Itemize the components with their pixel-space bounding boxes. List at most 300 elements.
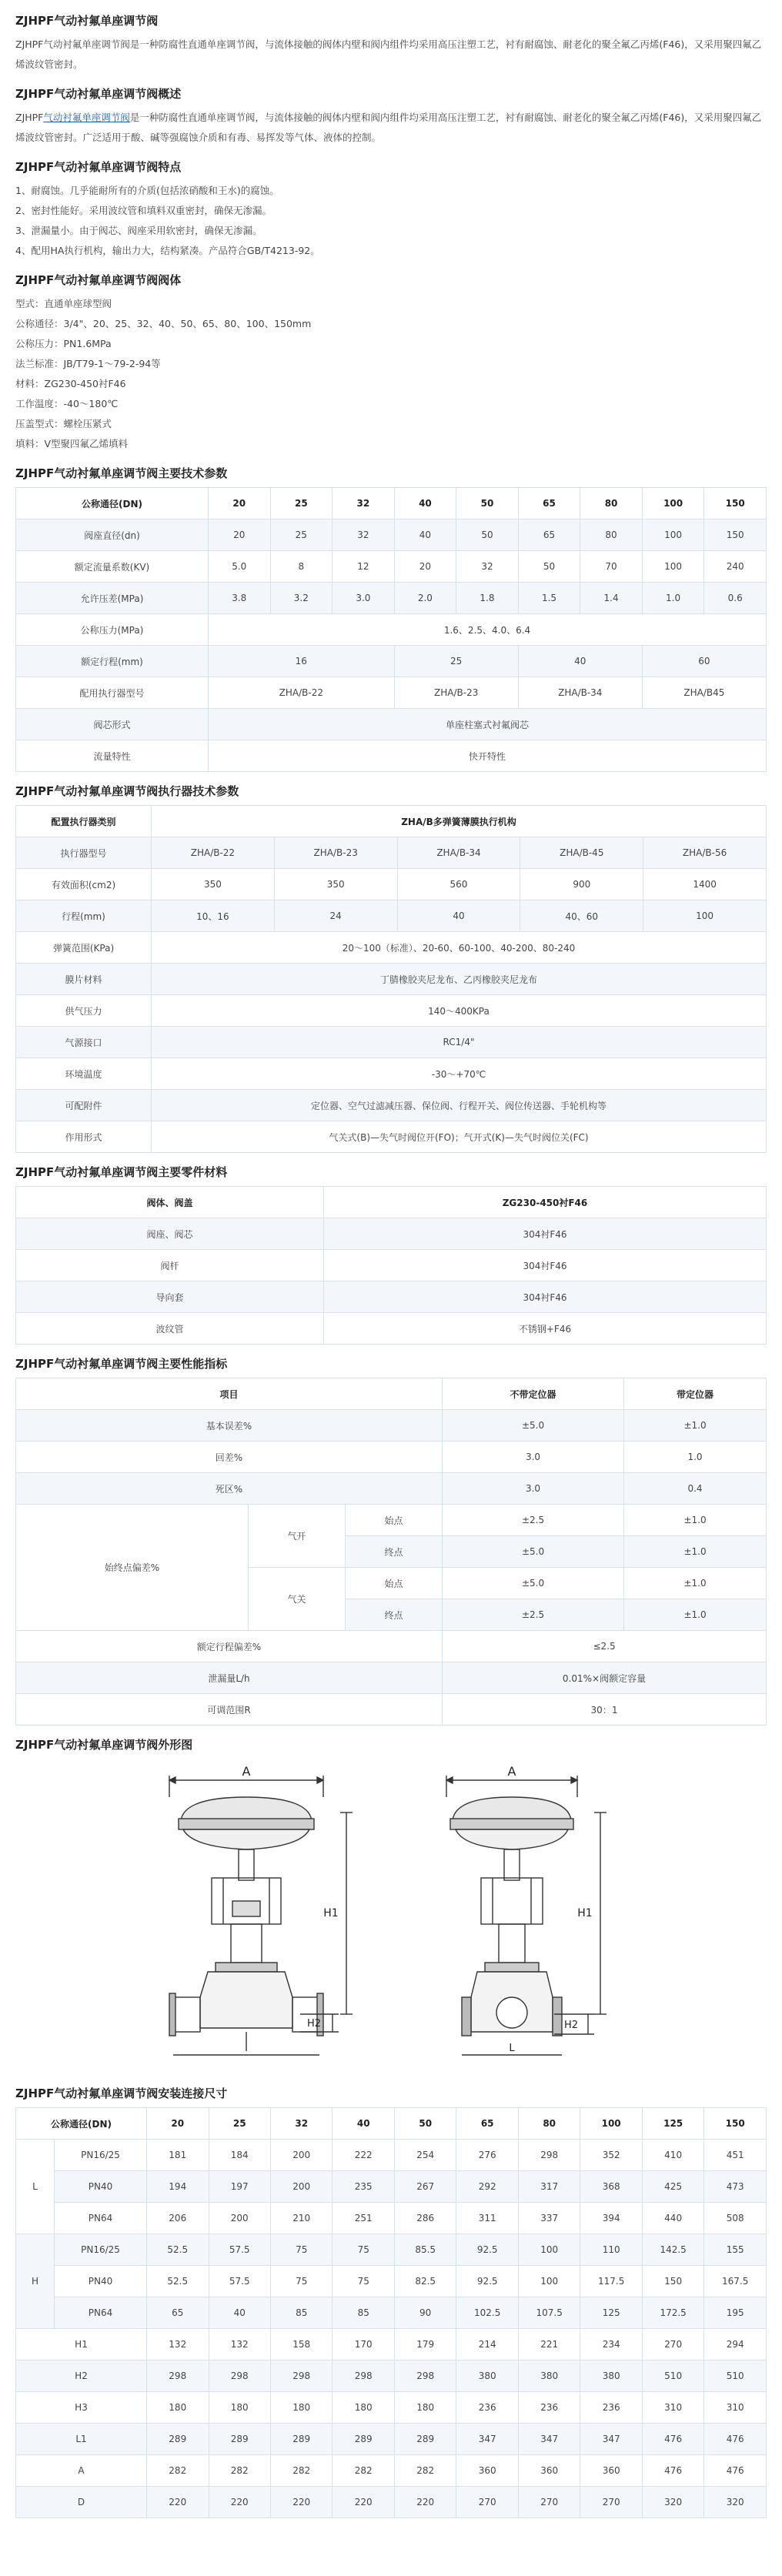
table-cell: 410 xyxy=(642,2140,703,2171)
table-cell: 347 xyxy=(580,2424,642,2455)
table-cell: 360 xyxy=(518,2455,580,2487)
dn-cell: 80 xyxy=(580,488,643,520)
row-label: 作用形式 xyxy=(16,1121,152,1153)
row-label: 膜片材料 xyxy=(16,964,152,995)
table-cell: 32 xyxy=(333,520,395,551)
table-cell: 282 xyxy=(147,2455,209,2487)
table-cell: 380 xyxy=(456,2360,518,2392)
table-cell: 110 xyxy=(580,2234,642,2266)
table-cell: 320 xyxy=(704,2487,767,2518)
table-header: 不带定位器 xyxy=(443,1378,624,1410)
table-cell: 289 xyxy=(147,2424,209,2455)
table-cell: 125 xyxy=(580,2297,642,2329)
table-cell: 20～100（标准）、20-60、60-100、40-200、80-240 xyxy=(152,932,767,964)
table-cell: 75 xyxy=(333,2266,394,2297)
table-cell: 142.5 xyxy=(642,2234,703,2266)
table-cell: 85.5 xyxy=(394,2234,456,2266)
table-cell: 不锈钢+F46 xyxy=(324,1313,767,1345)
overview-post: 是一种防腐性直通单座调节阀，与流体接触的阀体内壁和阀内组件均采用高压注塑工艺，衬有耐腐蚀、耐老化的聚全氟乙丙烯(F46)，又采用聚四氟乙烯波纹管密封。广泛适用于酸、碱等强腐蚀介质和有毒、易挥发等气体、液体的控制。 xyxy=(15,112,762,143)
row-label: 泄漏量L/h xyxy=(16,1662,443,1694)
table-cell: 1.6、2.5、4.0、6.4 xyxy=(209,614,767,646)
dn-cell: 65 xyxy=(456,2108,518,2140)
table-cell: 222 xyxy=(333,2140,394,2171)
table-cell: 282 xyxy=(209,2455,270,2487)
perf-title: ZJHPF气动衬氟单座调节阀主要性能指标 xyxy=(15,1357,228,1371)
table-cell: 254 xyxy=(394,2140,456,2171)
table-cell: 102.5 xyxy=(456,2297,518,2329)
table-cell: 289 xyxy=(209,2424,270,2455)
table-cell: 235 xyxy=(333,2171,394,2203)
dn-cell: 40 xyxy=(333,2108,394,2140)
table-cell: 220 xyxy=(333,2487,394,2518)
feature-item: 3、泄漏量小。由于阀芯、阀座采用软密封，确保无渗漏。 xyxy=(15,225,262,236)
row-label: 额定行程(mm) xyxy=(16,646,209,677)
table-cell: 快开特性 xyxy=(209,740,767,772)
table-cell: 900 xyxy=(520,869,643,900)
table-cell: -30～+70℃ xyxy=(152,1058,767,1090)
table-cell: 304衬F46 xyxy=(324,1281,767,1313)
dim-label-a: A xyxy=(242,1766,251,1779)
table-cell: 100 xyxy=(643,900,767,932)
row-label: PN64 xyxy=(55,2203,147,2234)
table-row xyxy=(16,2424,767,2455)
table-cell: 180 xyxy=(209,2392,270,2424)
body-item: 法兰标准：JB/T79-1～79-2-94等 xyxy=(15,358,161,369)
table-cell: 100 xyxy=(642,551,704,583)
feature-item: 4、配用HA执行机构，输出力大，结构紧凑。产品符合GB/T4213-92。 xyxy=(15,245,320,256)
table-cell: 60 xyxy=(642,646,766,677)
table-cell: 292 xyxy=(456,2171,518,2203)
table-cell: 210 xyxy=(270,2203,332,2234)
dn-cell: 150 xyxy=(704,2108,767,2140)
table-cell: 294 xyxy=(704,2329,767,2360)
table-cell: ZHA/B-23 xyxy=(394,677,518,709)
table-cell: ±1.0 xyxy=(624,1536,767,1568)
table-cell: 347 xyxy=(456,2424,518,2455)
table-cell: 40 xyxy=(397,900,520,932)
actuator-title: ZJHPF气动衬氟单座调节阀执行器技术参数 xyxy=(15,784,239,798)
table-header: 配置执行器类别 xyxy=(16,806,152,837)
dn-cell: 20 xyxy=(147,2108,209,2140)
row-label: H2 xyxy=(16,2360,147,2392)
row-label: 基本误差% xyxy=(16,1410,443,1442)
table-cell: 25 xyxy=(394,646,518,677)
row-label: 始点 xyxy=(346,1505,443,1536)
row-label: 阀芯形式 xyxy=(16,709,209,740)
table-cell: 200 xyxy=(209,2203,270,2234)
row-label: 有效面积(cm2) xyxy=(16,869,152,900)
table-cell: 473 xyxy=(704,2171,767,2203)
dn-cell: 80 xyxy=(518,2108,580,2140)
table-cell: 394 xyxy=(580,2203,642,2234)
table-row xyxy=(16,2140,767,2171)
table-cell: 282 xyxy=(333,2455,394,2487)
table-cell: 476 xyxy=(642,2424,703,2455)
table-cell: 85 xyxy=(270,2297,332,2329)
table-cell: 298 xyxy=(518,2140,580,2171)
table-cell: RC1/4" xyxy=(152,1027,767,1058)
table-cell: 1.0 xyxy=(642,583,704,614)
row-label: 执行器型号 xyxy=(16,837,152,869)
table-cell: 40 xyxy=(394,520,456,551)
table-cell: 276 xyxy=(456,2140,518,2171)
table-cell: 180 xyxy=(270,2392,332,2424)
intro-text: ZJHPF气动衬氟单座调节阀是一种防腐性直通单座调节阀，与流体接触的阀体内壁和阀内组件均采用高压注塑工艺，衬有耐腐蚀、耐老化的聚全氟乙丙烯(F46)，又采用聚四氟乙烯波纹管密封。 xyxy=(15,38,762,70)
table-cell: 150 xyxy=(642,2266,703,2297)
table-cell: 1.0 xyxy=(624,1442,767,1473)
table-cell: 197 xyxy=(209,2171,270,2203)
group-label: H xyxy=(16,2234,55,2329)
table-cell: 298 xyxy=(147,2360,209,2392)
row-label: 气关 xyxy=(249,1568,346,1631)
table-cell: 320 xyxy=(642,2487,703,2518)
dn-cell: 40 xyxy=(394,488,456,520)
table-cell: 304衬F46 xyxy=(324,1218,767,1250)
dim-label-h1: H1 xyxy=(577,1907,593,1919)
table-cell: 170 xyxy=(333,2329,394,2360)
row-label: PN16/25 xyxy=(55,2140,147,2171)
table-cell: ZHA/B-23 xyxy=(274,837,397,869)
table-cell: 206 xyxy=(147,2203,209,2234)
table-cell: 117.5 xyxy=(580,2266,642,2297)
table-cell: 12 xyxy=(333,551,395,583)
table-cell: 310 xyxy=(642,2392,703,2424)
table-cell: 75 xyxy=(270,2234,332,2266)
body-item: 公称通径：3/4"、20、25、32、40、50、65、80、100、150mm xyxy=(15,318,312,329)
table-header: ZHA/B多弹簧薄膜执行机构 xyxy=(152,806,767,837)
table-cell: ±1.0 xyxy=(624,1505,767,1536)
table-cell: 298 xyxy=(394,2360,456,2392)
row-label: PN16/25 xyxy=(55,2234,147,2266)
row-label: 供气压力 xyxy=(16,995,152,1027)
body-item: 公称压力：PN1.6MPa xyxy=(15,338,112,349)
product-link[interactable]: 气动衬氟单座调节阀 xyxy=(43,112,130,123)
table-cell: 352 xyxy=(580,2140,642,2171)
table-cell: 220 xyxy=(147,2487,209,2518)
row-label: 额定行程偏差% xyxy=(16,1631,443,1662)
row-label: PN40 xyxy=(55,2266,147,2297)
dn-cell: 100 xyxy=(642,488,704,520)
table-header: 公称通径(DN) xyxy=(16,2108,147,2140)
row-label: PN64 xyxy=(55,2297,147,2329)
table-cell: 丁腈橡胶夹尼龙布、乙丙橡胶夹尼龙布 xyxy=(152,964,767,995)
tech-title: ZJHPF气动衬氟单座调节阀主要技术参数 xyxy=(15,466,228,480)
table-cell: 360 xyxy=(580,2455,642,2487)
table-cell: 508 xyxy=(704,2203,767,2234)
dim-label-a: A xyxy=(507,1766,516,1779)
outline-drawings xyxy=(15,1759,767,2074)
table-cell: 3.2 xyxy=(270,583,333,614)
table-cell: 240 xyxy=(704,551,767,583)
table-cell: 0.4 xyxy=(624,1473,767,1505)
table-cell: 75 xyxy=(333,2234,394,2266)
feature-item: 1、耐腐蚀。几乎能耐所有的介质(包括浓硝酸和王水)的腐蚀。 xyxy=(15,185,279,196)
table-cell: 195 xyxy=(704,2297,767,2329)
table-cell: 1400 xyxy=(643,869,767,900)
row-label: 可调范围R xyxy=(16,1694,443,1726)
table-header: 项目 xyxy=(16,1378,443,1410)
dn-cell: 32 xyxy=(270,2108,332,2140)
table-cell: ZHA/B-34 xyxy=(397,837,520,869)
table-cell: 350 xyxy=(152,869,275,900)
table-cell: 3.0 xyxy=(333,583,395,614)
table-cell: 289 xyxy=(270,2424,332,2455)
row-label: 流量特性 xyxy=(16,740,209,772)
table-cell: 560 xyxy=(397,869,520,900)
table-cell: 107.5 xyxy=(518,2297,580,2329)
table-cell: 179 xyxy=(394,2329,456,2360)
table-cell: 8 xyxy=(270,551,333,583)
features-title: ZJHPF气动衬氟单座调节阀特点 xyxy=(15,160,182,174)
table-cell: 定位器、空气过滤减压器、保位阀、行程开关、阀位传送器、手轮机构等 xyxy=(152,1090,767,1121)
table-cell: 380 xyxy=(580,2360,642,2392)
row-label: 气开 xyxy=(249,1505,346,1568)
table-cell: 1.5 xyxy=(518,583,580,614)
table-cell: 气关式(B)—失气时阀位开(FO)；气开式(K)—失气时阀位关(FC) xyxy=(152,1121,767,1153)
table-row xyxy=(16,2203,767,2234)
table-cell: 92.5 xyxy=(456,2266,518,2297)
dn-cell: 100 xyxy=(580,2108,642,2140)
table-cell: 476 xyxy=(704,2424,767,2455)
body-item: 工作温度：-40～180℃ xyxy=(15,398,119,409)
table-cell: 310 xyxy=(704,2392,767,2424)
table-cell: 90 xyxy=(394,2297,456,2329)
table-cell: 5.0 xyxy=(209,551,271,583)
row-label: 阀座直径(dn) xyxy=(16,520,209,551)
table-cell: 286 xyxy=(394,2203,456,2234)
table-row xyxy=(16,2487,767,2518)
table-cell: 347 xyxy=(518,2424,580,2455)
table-cell: 180 xyxy=(333,2392,394,2424)
table-cell: 298 xyxy=(333,2360,394,2392)
dim-label-l: L xyxy=(509,2043,515,2054)
page-title: ZJHPF气动衬氟单座调节阀 xyxy=(15,14,159,28)
dn-cell: 125 xyxy=(642,2108,703,2140)
row-label: L1 xyxy=(16,2424,147,2455)
tech-header: 公称通径(DN) xyxy=(16,488,209,520)
table-cell: 200 xyxy=(270,2140,332,2171)
dims-body xyxy=(16,2140,767,2518)
row-label: 始终点偏差% xyxy=(16,1505,249,1631)
table-cell: 425 xyxy=(642,2171,703,2203)
table-cell: 298 xyxy=(270,2360,332,2392)
table-cell: ZHA/B-45 xyxy=(520,837,643,869)
table-cell: ZHA/B45 xyxy=(642,677,766,709)
table-cell: 40 xyxy=(209,2297,270,2329)
table-row xyxy=(16,2392,767,2424)
outline-drawing-side xyxy=(416,1766,647,2066)
table-cell: 32 xyxy=(456,551,519,583)
body-list xyxy=(15,294,767,454)
table-header: 阀体、阀盖 xyxy=(16,1187,324,1218)
table-cell: 180 xyxy=(394,2392,456,2424)
table-cell: 25 xyxy=(270,520,333,551)
row-label: 终点 xyxy=(346,1599,443,1631)
table-cell: 24 xyxy=(274,900,397,932)
row-label: 弹簧范围(KPa) xyxy=(16,932,152,964)
body-item: 填料：V型聚四氟乙烯填料 xyxy=(15,438,129,449)
table-cell: 368 xyxy=(580,2171,642,2203)
body-title: ZJHPF气动衬氟单座调节阀阀体 xyxy=(15,273,182,287)
table-cell: 270 xyxy=(518,2487,580,2518)
row-label: 环境温度 xyxy=(16,1058,152,1090)
table-cell: 单座柱塞式衬氟阀芯 xyxy=(209,709,767,740)
overview-title: ZJHPF气动衬氟单座调节阀概述 xyxy=(15,87,182,101)
table-cell: 337 xyxy=(518,2203,580,2234)
overview-pre: ZJHPF xyxy=(15,112,44,123)
table-cell: 236 xyxy=(456,2392,518,2424)
table-cell: ±5.0 xyxy=(443,1410,624,1442)
row-label: 死区% xyxy=(16,1473,443,1505)
table-cell: 282 xyxy=(394,2455,456,2487)
table-cell: 140～400KPa xyxy=(152,995,767,1027)
table-cell: 65 xyxy=(518,520,580,551)
body-item: 压盖型式：螺栓压紧式 xyxy=(15,418,112,429)
body-item: 型式：直通单座球型阀 xyxy=(15,298,112,309)
dim-label-h1: H1 xyxy=(323,1907,339,1919)
table-cell: 150 xyxy=(704,520,767,551)
table-cell: ZHA/B-56 xyxy=(643,837,767,869)
table-cell: 40 xyxy=(518,646,642,677)
dim-label-h2: H2 xyxy=(306,2018,322,2030)
table-cell: 220 xyxy=(270,2487,332,2518)
table-cell: 270 xyxy=(580,2487,642,2518)
table-cell: ZHA/B-34 xyxy=(518,677,642,709)
table-cell: 158 xyxy=(270,2329,332,2360)
table-cell: 510 xyxy=(704,2360,767,2392)
perf-table xyxy=(15,1378,767,1726)
table-cell: ±2.5 xyxy=(443,1505,624,1536)
table-cell: 100 xyxy=(642,520,704,551)
table-cell: 236 xyxy=(580,2392,642,2424)
table-cell: 184 xyxy=(209,2140,270,2171)
outline-drawing-front xyxy=(139,1766,369,2066)
table-cell: 236 xyxy=(518,2392,580,2424)
table-cell: 82.5 xyxy=(394,2266,456,2297)
table-cell: 360 xyxy=(456,2455,518,2487)
table-cell: 380 xyxy=(518,2360,580,2392)
table-row xyxy=(16,2329,767,2360)
row-label: 公称压力(MPa) xyxy=(16,614,209,646)
group-label: L xyxy=(16,2140,55,2234)
table-header: 带定位器 xyxy=(624,1378,767,1410)
table-cell: 317 xyxy=(518,2171,580,2203)
table-cell: 251 xyxy=(333,2203,394,2234)
table-cell: 220 xyxy=(394,2487,456,2518)
table-cell: 181 xyxy=(147,2140,209,2171)
feature-item: 2、密封性能好。采用波纹管和填料双重密封，确保无渗漏。 xyxy=(15,205,272,216)
table-cell: 451 xyxy=(704,2140,767,2171)
table-cell: 20 xyxy=(394,551,456,583)
table-cell: 311 xyxy=(456,2203,518,2234)
row-label: D xyxy=(16,2487,147,2518)
table-cell: ≤2.5 xyxy=(443,1631,767,1662)
table-row xyxy=(16,2171,767,2203)
dn-cell: 65 xyxy=(518,488,580,520)
table-cell: 1.8 xyxy=(456,583,519,614)
dn-cell: 32 xyxy=(333,488,395,520)
dims-title: ZJHPF气动衬氟单座调节阀安装连接尺寸 xyxy=(15,2087,228,2100)
table-cell: 0.01%×阀额定容量 xyxy=(443,1662,767,1694)
table-cell: ±2.5 xyxy=(443,1599,624,1631)
table-cell: 70 xyxy=(580,551,643,583)
table-cell: 40、60 xyxy=(520,900,643,932)
table-cell: 155 xyxy=(704,2234,767,2266)
dn-cell: 150 xyxy=(704,488,767,520)
table-row xyxy=(16,2455,767,2487)
table-header: ZG230-450衬F46 xyxy=(324,1187,767,1218)
table-cell: 350 xyxy=(274,869,397,900)
table-cell: 1.4 xyxy=(580,583,643,614)
table-cell: 214 xyxy=(456,2329,518,2360)
row-label: 可配附件 xyxy=(16,1090,152,1121)
row-label: 行程(mm) xyxy=(16,900,152,932)
table-cell: 289 xyxy=(333,2424,394,2455)
table-cell: ZHA/B-22 xyxy=(152,837,275,869)
table-cell: 220 xyxy=(209,2487,270,2518)
table-cell: 476 xyxy=(704,2455,767,2487)
table-cell: 50 xyxy=(518,551,580,583)
table-cell: 100 xyxy=(518,2266,580,2297)
dim-label-h2: H2 xyxy=(563,2020,579,2031)
table-cell: ZHA/B-22 xyxy=(209,677,395,709)
row-label: 始点 xyxy=(346,1568,443,1599)
row-label: A xyxy=(16,2455,147,2487)
table-cell: 3.8 xyxy=(209,583,271,614)
table-cell: 270 xyxy=(642,2329,703,2360)
row-label: 波纹管 xyxy=(16,1313,324,1345)
table-cell: 52.5 xyxy=(147,2266,209,2297)
table-cell: 476 xyxy=(642,2455,703,2487)
row-label: 阀杆 xyxy=(16,1250,324,1281)
dn-cell: 25 xyxy=(270,488,333,520)
table-cell: 304衬F46 xyxy=(324,1250,767,1281)
table-cell: 180 xyxy=(147,2392,209,2424)
dn-cell: 50 xyxy=(456,488,519,520)
overview-text xyxy=(15,108,767,148)
table-cell: 0.6 xyxy=(704,583,767,614)
table-cell: 3.0 xyxy=(443,1473,624,1505)
table-cell: 221 xyxy=(518,2329,580,2360)
table-cell: 100 xyxy=(518,2234,580,2266)
table-row xyxy=(16,2360,767,2392)
row-label: 配用执行器型号 xyxy=(16,677,209,709)
table-cell: 172.5 xyxy=(642,2297,703,2329)
row-label: 气源接口 xyxy=(16,1027,152,1058)
table-cell: 75 xyxy=(270,2266,332,2297)
table-row xyxy=(16,2266,767,2297)
table-cell: 65 xyxy=(147,2297,209,2329)
table-row xyxy=(16,2234,767,2266)
row-label: 阀座、阀芯 xyxy=(16,1218,324,1250)
row-label: 允许压差(MPa) xyxy=(16,583,209,614)
table-cell: 298 xyxy=(209,2360,270,2392)
dn-cell: 50 xyxy=(394,2108,456,2140)
table-cell: ±5.0 xyxy=(443,1536,624,1568)
table-cell: 2.0 xyxy=(394,583,456,614)
body-item: 材料：ZG230-450衬F46 xyxy=(15,378,126,389)
materials-table xyxy=(15,1186,767,1345)
table-cell: 20 xyxy=(209,520,271,551)
table-cell: 57.5 xyxy=(209,2234,270,2266)
table-cell: 270 xyxy=(456,2487,518,2518)
table-cell: ±5.0 xyxy=(443,1568,624,1599)
tech-table xyxy=(15,487,767,772)
row-label: PN40 xyxy=(55,2171,147,2203)
table-cell: 92.5 xyxy=(456,2234,518,2266)
table-cell: 80 xyxy=(580,520,643,551)
drawing-title: ZJHPF气动衬氟单座调节阀外形图 xyxy=(15,1738,193,1752)
